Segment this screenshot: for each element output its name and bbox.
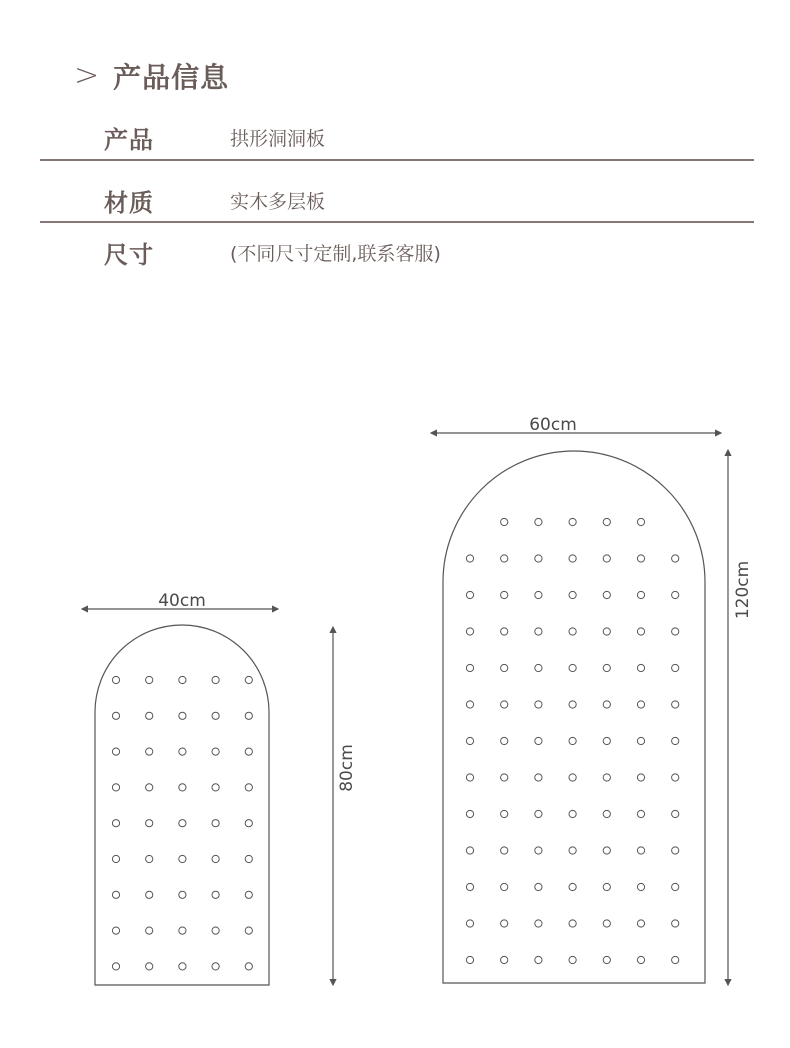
peg-hole bbox=[637, 956, 644, 963]
peg-hole bbox=[672, 810, 679, 817]
peg-hole bbox=[112, 748, 119, 755]
peg-hole bbox=[637, 555, 644, 562]
peg-hole bbox=[603, 555, 610, 562]
peg-hole bbox=[466, 810, 473, 817]
peg-hole bbox=[535, 920, 542, 927]
peg-hole bbox=[179, 676, 186, 683]
peg-hole bbox=[569, 737, 576, 744]
peg-hole bbox=[501, 737, 508, 744]
peg-hole bbox=[569, 664, 576, 671]
peg-hole bbox=[535, 847, 542, 854]
peg-hole bbox=[212, 676, 219, 683]
peg-hole bbox=[501, 518, 508, 525]
peg-hole bbox=[146, 748, 153, 755]
arch-panel-outline bbox=[95, 625, 269, 985]
peg-hole bbox=[466, 701, 473, 708]
peg-hole bbox=[672, 591, 679, 598]
peg-hole bbox=[146, 927, 153, 934]
peg-hole bbox=[466, 920, 473, 927]
peg-hole bbox=[501, 555, 508, 562]
peg-hole bbox=[603, 883, 610, 890]
peg-hole bbox=[569, 920, 576, 927]
peg-hole bbox=[501, 920, 508, 927]
peg-hole bbox=[212, 820, 219, 827]
peg-hole bbox=[179, 891, 186, 898]
peg-hole bbox=[603, 701, 610, 708]
peg-hole bbox=[637, 847, 644, 854]
peg-hole bbox=[245, 891, 252, 898]
peg-hole bbox=[672, 956, 679, 963]
peg-hole bbox=[466, 591, 473, 598]
height-label: 80cm bbox=[337, 744, 357, 792]
peg-hole bbox=[112, 784, 119, 791]
peg-hole bbox=[672, 774, 679, 781]
peg-hole bbox=[179, 712, 186, 719]
peg-hole bbox=[535, 628, 542, 635]
large-panel bbox=[431, 415, 753, 985]
peg-hole bbox=[146, 712, 153, 719]
hole-grid bbox=[466, 518, 678, 963]
peg-hole bbox=[146, 855, 153, 862]
peg-hole bbox=[603, 628, 610, 635]
peg-hole bbox=[112, 963, 119, 970]
peg-hole bbox=[466, 555, 473, 562]
peg-hole bbox=[569, 555, 576, 562]
peg-hole bbox=[466, 774, 473, 781]
peg-hole bbox=[603, 956, 610, 963]
peg-hole bbox=[501, 701, 508, 708]
peg-hole bbox=[501, 847, 508, 854]
peg-hole bbox=[569, 701, 576, 708]
peg-hole bbox=[569, 628, 576, 635]
peg-hole bbox=[637, 774, 644, 781]
peg-hole bbox=[245, 820, 252, 827]
peg-hole bbox=[535, 883, 542, 890]
peg-hole bbox=[535, 701, 542, 708]
hole-grid bbox=[112, 676, 252, 970]
peg-hole bbox=[146, 963, 153, 970]
peg-hole bbox=[212, 748, 219, 755]
arch-panel-outline bbox=[443, 451, 705, 983]
peg-hole bbox=[672, 920, 679, 927]
small-panel bbox=[82, 591, 357, 985]
section-title: 产品信息 bbox=[113, 61, 230, 94]
peg-hole bbox=[466, 628, 473, 635]
peg-hole bbox=[179, 748, 186, 755]
peg-hole bbox=[569, 956, 576, 963]
peg-hole bbox=[637, 737, 644, 744]
row-label: 产品 bbox=[104, 126, 154, 154]
peg-hole bbox=[637, 591, 644, 598]
peg-hole bbox=[466, 737, 473, 744]
peg-hole bbox=[112, 891, 119, 898]
peg-hole bbox=[112, 855, 119, 862]
peg-hole bbox=[603, 847, 610, 854]
row-label: 尺寸 bbox=[104, 241, 154, 269]
peg-hole bbox=[146, 820, 153, 827]
peg-hole bbox=[637, 810, 644, 817]
peg-hole bbox=[672, 664, 679, 671]
peg-hole bbox=[637, 664, 644, 671]
peg-hole bbox=[245, 676, 252, 683]
peg-hole bbox=[569, 810, 576, 817]
peg-hole bbox=[603, 774, 610, 781]
peg-hole bbox=[501, 883, 508, 890]
peg-hole bbox=[535, 555, 542, 562]
peg-hole bbox=[569, 518, 576, 525]
width-label: 40cm bbox=[158, 591, 206, 611]
peg-hole bbox=[637, 701, 644, 708]
peg-hole bbox=[179, 820, 186, 827]
peg-hole bbox=[212, 963, 219, 970]
peg-hole bbox=[112, 927, 119, 934]
peg-hole bbox=[245, 748, 252, 755]
height-label: 120cm bbox=[733, 560, 753, 620]
peg-hole bbox=[672, 628, 679, 635]
peg-hole bbox=[603, 518, 610, 525]
peg-hole bbox=[112, 712, 119, 719]
peg-hole bbox=[569, 883, 576, 890]
peg-hole bbox=[637, 518, 644, 525]
peg-hole bbox=[112, 676, 119, 683]
peg-hole bbox=[245, 855, 252, 862]
peg-hole bbox=[637, 920, 644, 927]
peg-hole bbox=[146, 784, 153, 791]
peg-hole bbox=[672, 555, 679, 562]
peg-hole bbox=[179, 784, 186, 791]
peg-hole bbox=[535, 956, 542, 963]
peg-hole bbox=[179, 927, 186, 934]
peg-hole bbox=[245, 784, 252, 791]
peg-hole bbox=[637, 883, 644, 890]
peg-hole bbox=[146, 891, 153, 898]
peg-hole bbox=[603, 664, 610, 671]
peg-hole bbox=[603, 810, 610, 817]
peg-hole bbox=[245, 927, 252, 934]
row-value: 实木多层板 bbox=[230, 191, 326, 213]
peg-hole bbox=[569, 774, 576, 781]
peg-hole bbox=[466, 847, 473, 854]
peg-hole bbox=[672, 883, 679, 890]
peg-hole bbox=[212, 891, 219, 898]
peg-hole bbox=[535, 737, 542, 744]
peg-hole bbox=[179, 963, 186, 970]
peg-hole bbox=[245, 712, 252, 719]
peg-hole bbox=[212, 855, 219, 862]
peg-hole bbox=[535, 518, 542, 525]
row-value: (不同尺寸定制,联系客服) bbox=[230, 243, 441, 265]
peg-hole bbox=[466, 883, 473, 890]
peg-hole bbox=[603, 920, 610, 927]
peg-hole bbox=[179, 855, 186, 862]
width-label: 60cm bbox=[529, 415, 577, 435]
peg-hole bbox=[603, 737, 610, 744]
peg-hole bbox=[501, 628, 508, 635]
peg-hole bbox=[535, 664, 542, 671]
peg-hole bbox=[212, 712, 219, 719]
peg-hole bbox=[535, 591, 542, 598]
peg-hole bbox=[146, 676, 153, 683]
peg-hole bbox=[672, 701, 679, 708]
peg-hole bbox=[501, 956, 508, 963]
peg-hole bbox=[535, 810, 542, 817]
peg-hole bbox=[501, 664, 508, 671]
peg-hole bbox=[672, 847, 679, 854]
peg-hole bbox=[501, 774, 508, 781]
chevron-right-icon: > bbox=[74, 58, 100, 93]
peg-hole bbox=[569, 591, 576, 598]
row-label: 材质 bbox=[104, 189, 154, 217]
peg-hole bbox=[569, 847, 576, 854]
peg-hole bbox=[501, 591, 508, 598]
peg-hole bbox=[112, 820, 119, 827]
peg-hole bbox=[603, 591, 610, 598]
peg-hole bbox=[466, 956, 473, 963]
peg-hole bbox=[535, 774, 542, 781]
peg-hole bbox=[212, 927, 219, 934]
peg-hole bbox=[501, 810, 508, 817]
row-value: 拱形洞洞板 bbox=[230, 128, 326, 150]
peg-hole bbox=[672, 737, 679, 744]
peg-hole bbox=[245, 963, 252, 970]
peg-hole bbox=[212, 784, 219, 791]
peg-hole bbox=[466, 664, 473, 671]
peg-hole bbox=[637, 628, 644, 635]
